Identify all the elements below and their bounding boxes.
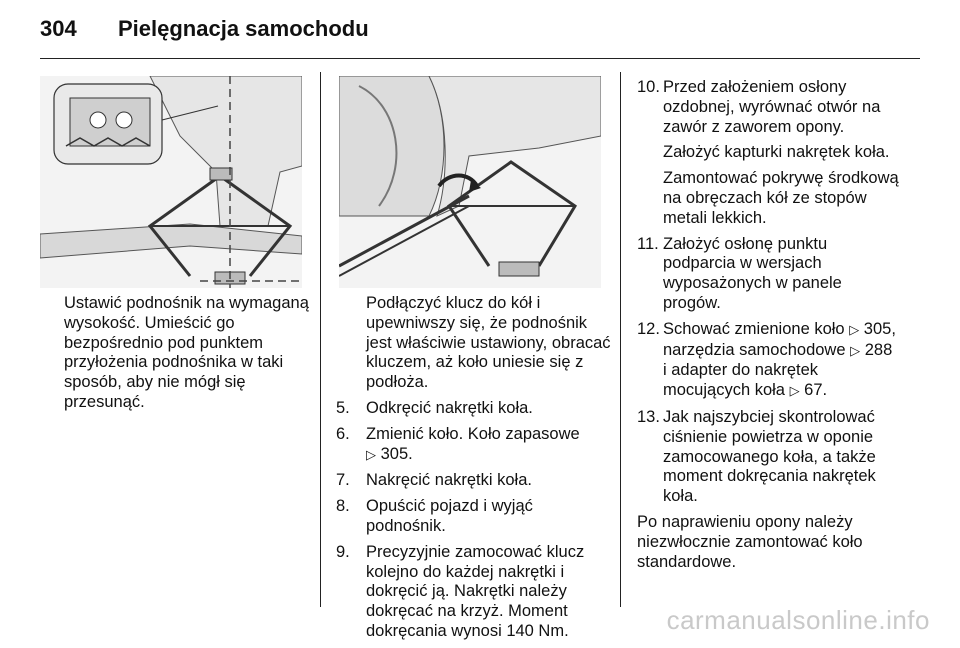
step-text: Zmienić koło. Koło zapasowe — [366, 424, 580, 443]
closing-note: Po naprawieniu opony należy niezwłocznie zamontować koło standardowe. — [637, 512, 863, 571]
step-5 — [336, 399, 614, 419]
column-divider-2 — [620, 72, 621, 607]
step-text: Jak najszybciej skontrolować ciśnienie powietrza w oponie zamocowanego koła, a także moment dokręcania nakrętek koła. — [663, 407, 876, 506]
header-rule — [40, 58, 920, 59]
step-10 — [637, 78, 899, 137]
step-text: narzędzia samochodowe — [663, 340, 846, 359]
step-13 — [637, 408, 899, 507]
page-ref[interactable]: 305. — [380, 444, 413, 463]
step-8 — [336, 497, 614, 537]
step-number: 6. — [336, 424, 350, 443]
step-11 — [637, 235, 899, 314]
page-ref-icon: ▷ — [789, 384, 800, 400]
page-ref[interactable]: 67. — [804, 381, 828, 400]
step-text: Nakręcić nakrętki koła. — [366, 471, 532, 490]
step-10-note-2: Zamontować pokrywę środkową na obręczach kół ze stopów metali lekkich. — [663, 169, 899, 227]
col2-intro: Podłączyć klucz do kół i upewniwszy się, że podnośnik jest właściwie ustawiony, obracać kluczem, aż koło uniesie się z podłoża. — [366, 294, 611, 392]
jack-illustration — [40, 76, 302, 288]
step-12 — [637, 320, 899, 402]
step-number: 12. — [637, 319, 660, 338]
step-7 — [336, 471, 614, 491]
col1-caption: Ustawić podnośnik na wymaganą wysokość. Umieścić go bezpośrednio pod punktem przyłożenia podnośnika w taki sposób, aby nie mógł się przesunąć. — [64, 294, 309, 411]
page-ref-icon: ▷ — [849, 322, 860, 338]
step-9 — [336, 543, 614, 642]
step-number: 11. — [637, 234, 659, 253]
step-number: 5. — [336, 398, 350, 417]
page-ref-icon: ▷ — [850, 343, 861, 359]
step-number: 10. — [637, 78, 660, 96]
step-text: Przed założeniem osłony ozdobnej, wyrównać otwór na zawór z zaworem opony. — [663, 78, 881, 136]
col3-text — [637, 78, 899, 578]
wheel-jack-illustration — [339, 76, 601, 288]
step-text: Założyć osłonę punktu podparcia w wersjach wyposażonych w panele progów. — [663, 234, 842, 312]
col2-text — [336, 294, 614, 648]
step-text: Opuścić pojazd i wyjąć podnośnik. — [366, 497, 533, 535]
step-text: Odkręcić nakrętki koła. — [366, 398, 533, 417]
watermark: carmanualsonline.info — [666, 605, 930, 635]
step-10-note-1: Założyć kapturki nakrętek koła. — [663, 143, 890, 162]
step-number: 8. — [336, 497, 350, 516]
step-text: Schować zmienione koło — [663, 319, 845, 338]
page-header — [40, 16, 920, 56]
page-title: Pielęgnacja samochodu — [118, 16, 369, 41]
step-text: i adapter do nakrętek mocujących koła — [663, 361, 819, 400]
page-number: 304 — [40, 16, 77, 41]
step-number: 9. — [336, 542, 350, 561]
step-text: Precyzyjnie zamocować klucz kolejno do każdej nakrętki i dokręcić ją. Nakrętki należy dokręcać na krzyż. Moment dokręcania wynosi 140 Nm. — [366, 542, 585, 640]
column-divider-1 — [320, 72, 321, 607]
step-number: 13. — [637, 407, 660, 426]
step-number: 7. — [336, 471, 350, 490]
page-ref[interactable]: 288 — [864, 340, 893, 359]
step-6 — [336, 425, 614, 466]
page-ref[interactable]: 305, — [863, 319, 896, 338]
page-ref-icon: ▷ — [366, 447, 376, 463]
